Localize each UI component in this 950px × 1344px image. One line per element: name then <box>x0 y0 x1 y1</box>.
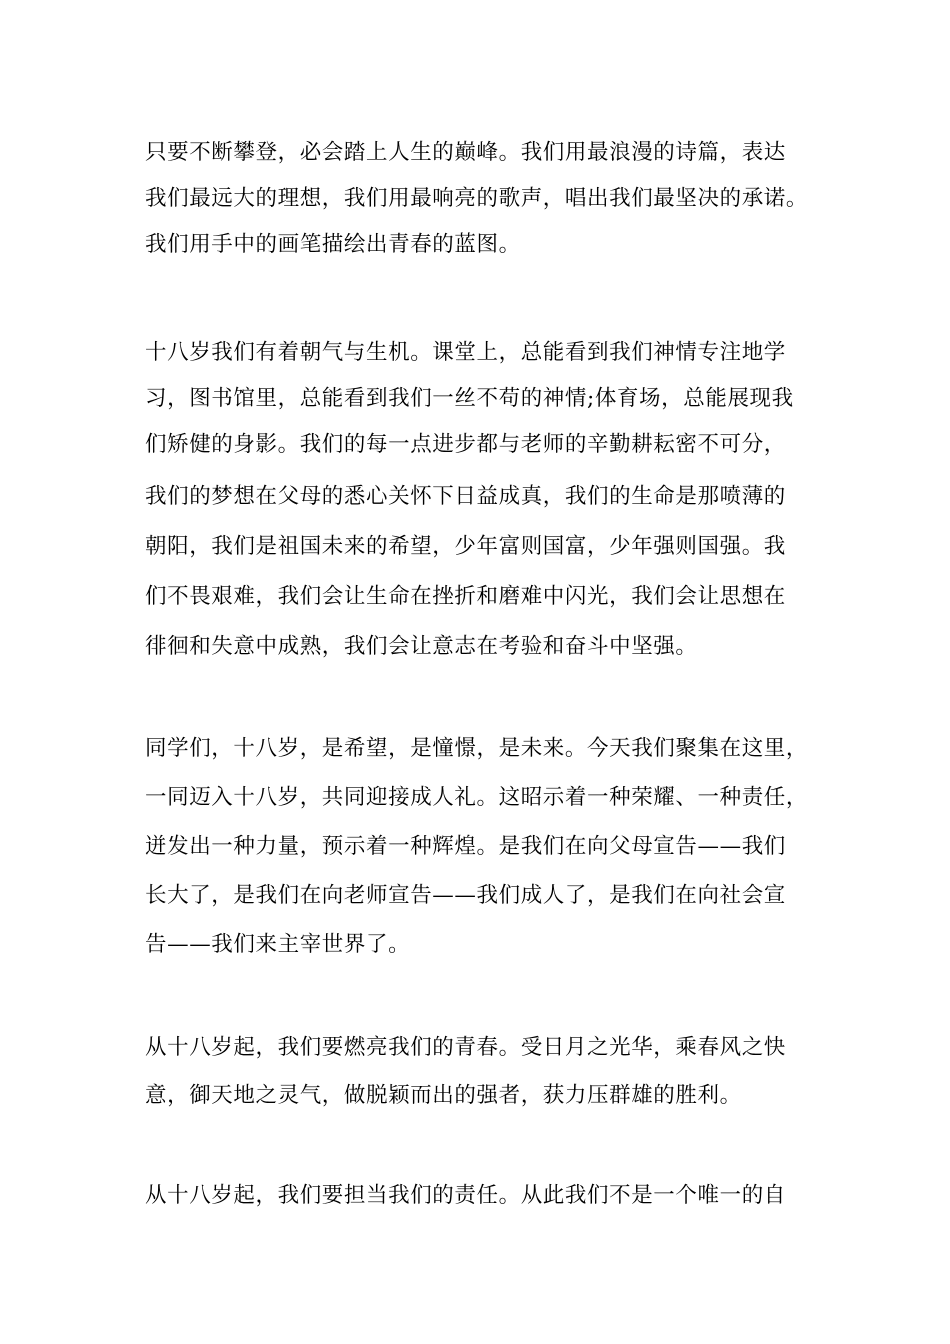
paragraph-2-line-5: 朝阳，我们是祖国未来的希望，少年富则国富，少年强则国强。我 <box>145 534 786 559</box>
paragraph-3-line-2: 一同迈入十八岁，共同迎接成人礼。这昭示着一种荣耀、一种责任， <box>145 785 809 810</box>
paragraph-4-line-1: 从十八岁起，我们要燃亮我们的青春。受日月之光华，乘春风之快 <box>145 1035 786 1060</box>
paragraph-1-line-3: 我们用手中的画笔描绘出青春的蓝图。 <box>145 232 521 257</box>
paragraph-1-line-1: 只要不断攀登，必会踏上人生的巅峰。我们用最浪漫的诗篇，表达 <box>145 140 786 165</box>
paragraph-4-line-2: 意，御天地之灵气，做脱颖而出的强者，获力压群雄的胜利。 <box>145 1083 742 1108</box>
paragraph-2-line-4: 我们的梦想在父母的悉心关怀下日益成真，我们的生命是那喷薄的 <box>145 484 786 509</box>
paragraph-5-line-1: 从十八岁起，我们要担当我们的责任。从此我们不是一个唯一的自 <box>145 1183 786 1208</box>
paragraph-3-line-1: 同学们，十八岁，是希望，是憧憬，是未来。今天我们聚集在这里， <box>145 736 809 761</box>
paragraph-3-line-5: 告——我们来主宰世界了。 <box>145 932 411 957</box>
paragraph-3-line-4: 长大了，是我们在向老师宣告——我们成人了，是我们在向社会宣 <box>145 883 786 908</box>
paragraph-3-line-3: 迸发出一种力量，预示着一种辉煌。是我们在向父母宣告——我们 <box>145 834 786 859</box>
paragraph-2-line-7: 徘徊和失意中成熟，我们会让意志在考验和奋斗中坚强。 <box>145 634 698 659</box>
paragraph-2-line-3: 们矫健的身影。我们的每一点进步都与老师的辛勤耕耘密不可分， <box>145 432 786 457</box>
paragraph-1-line-2: 我们最远大的理想，我们用最响亮的歌声，唱出我们最坚决的承诺。 <box>145 186 809 211</box>
paragraph-2-line-1: 十八岁我们有着朝气与生机。课堂上，总能看到我们神情专注地学 <box>145 340 786 365</box>
paragraph-2-line-2: 习，图书馆里，总能看到我们一丝不苟的神情;体育场，总能展现我 <box>145 386 794 411</box>
paragraph-2-line-6: 们不畏艰难，我们会让生命在挫折和磨难中闪光，我们会让思想在 <box>145 584 786 609</box>
